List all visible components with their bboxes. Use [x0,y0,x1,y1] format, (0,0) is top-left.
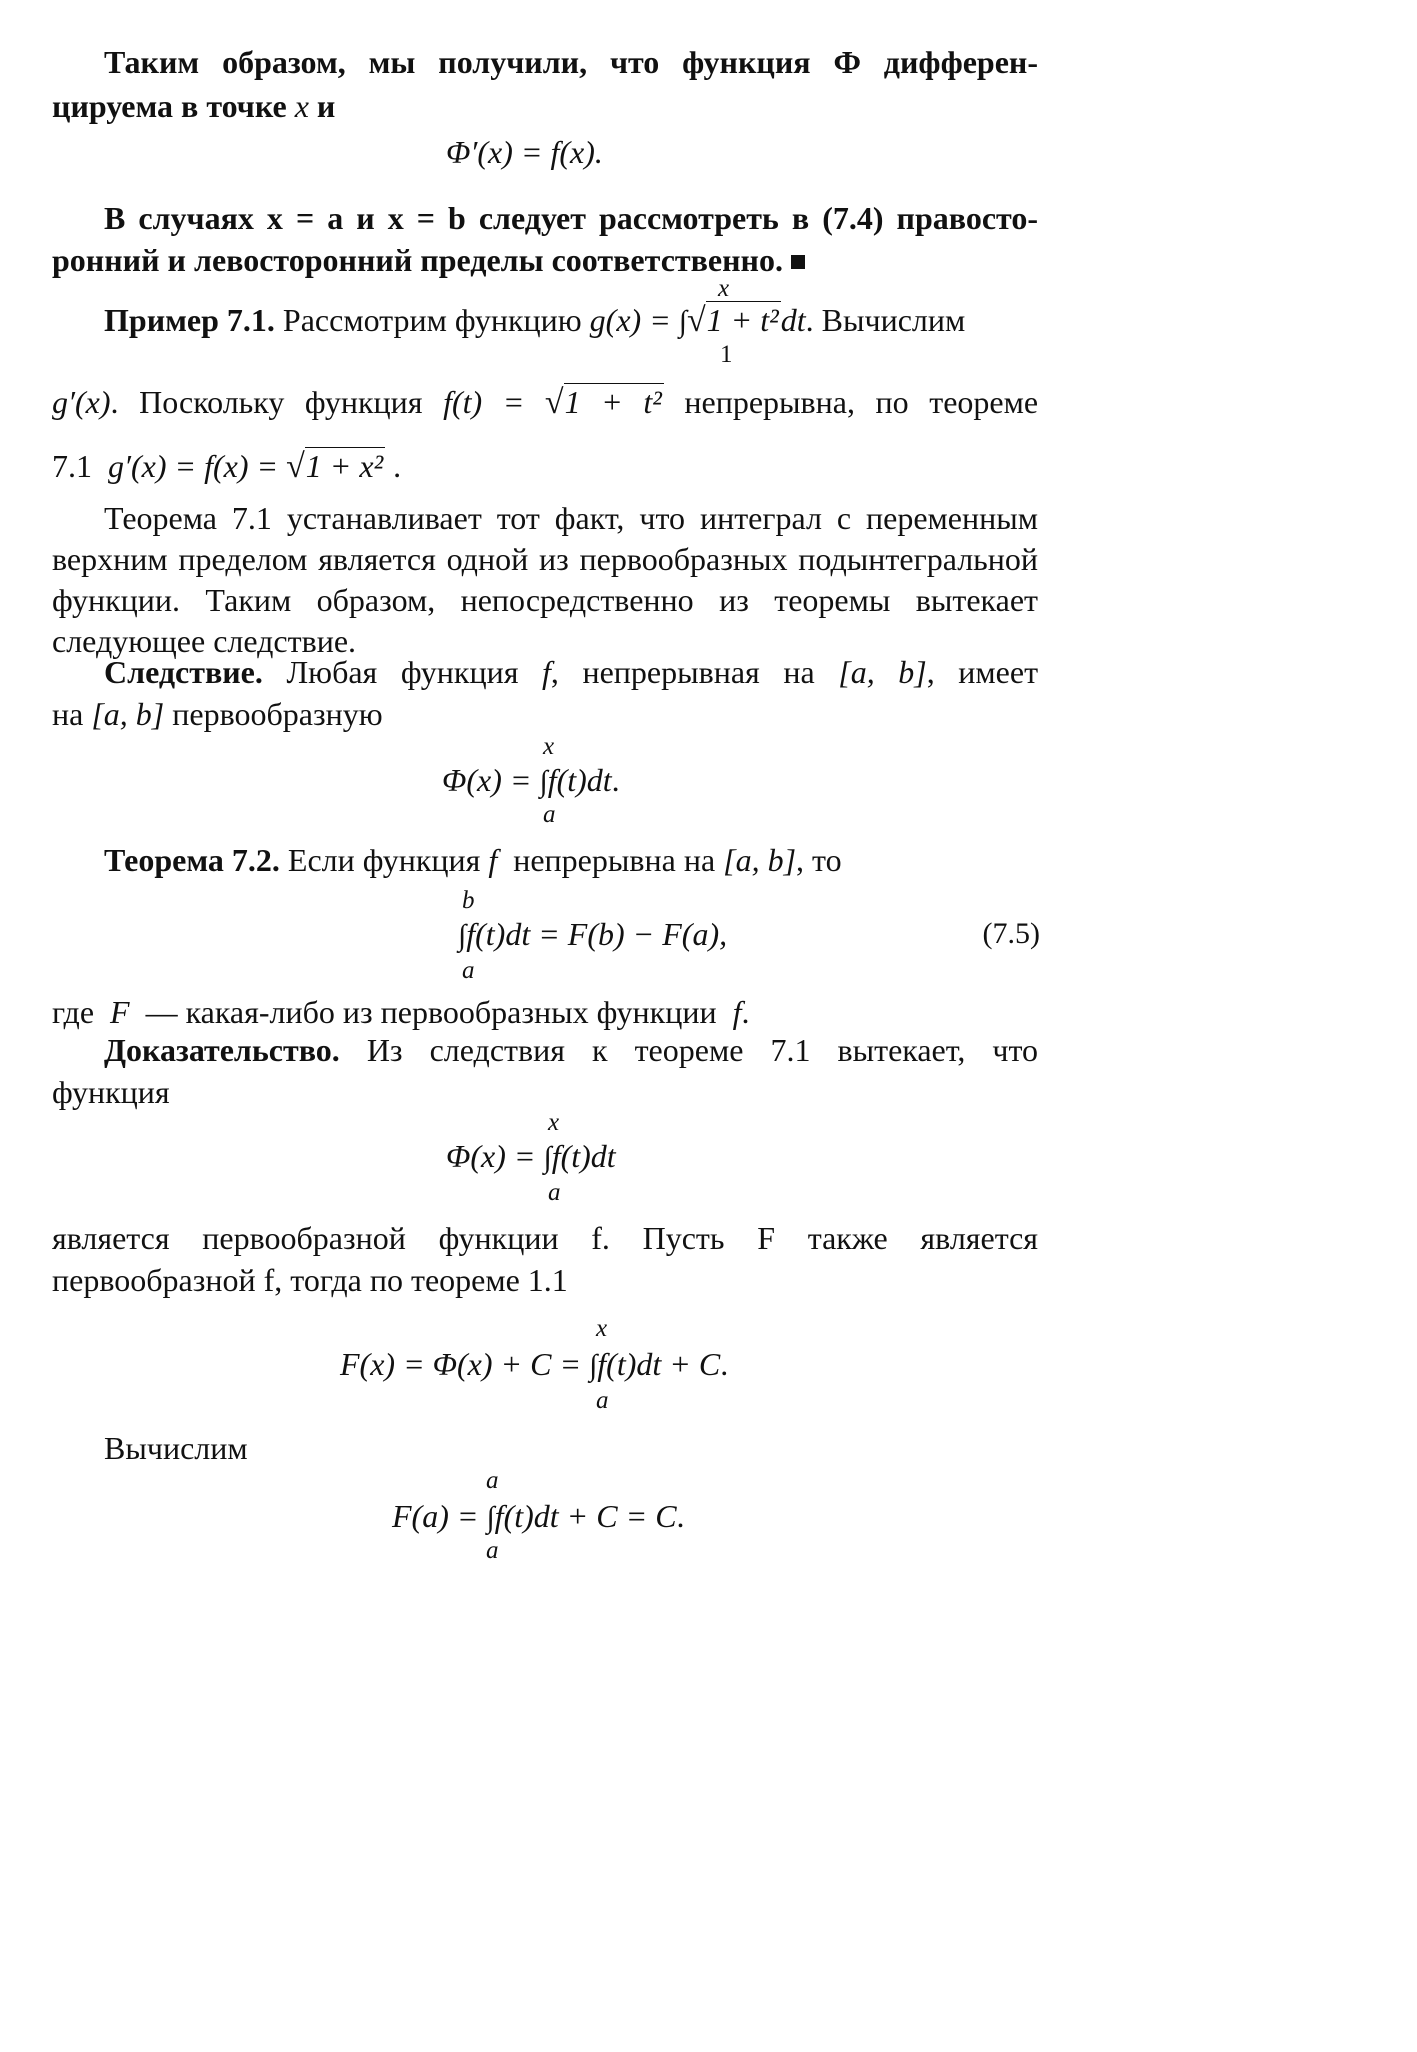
radicand-3: 1 + x² [305,448,384,484]
F-end: . [720,1346,729,1382]
example-text: Рассмотрим функцию [282,302,582,338]
upper-limit-3: b [462,887,475,914]
f-of-t: f(t) = [443,384,525,420]
upper-limit-2: x [543,733,555,760]
since-text: . Поскольку функция [110,384,423,420]
corollary-text-3: , имеет [926,654,1039,690]
proof-label: Доказательство. [104,1032,340,1068]
formula-phi [442,760,620,802]
interval-ab: [a, b] [723,842,797,878]
theorem-7-2-line [104,840,842,880]
paragraph-result-line [52,446,1038,487]
paragraph-cases-line2 [52,240,1038,281]
corollary-line1 [52,652,1038,693]
corollary-line2 [52,694,1038,735]
proof-text-2: функция [52,1074,170,1110]
corollary-text-2: , непрерывная на [550,654,815,690]
upper-limit-5: x [596,1315,608,1342]
formula-derivative-text: Φ′(x) = f(x). [446,134,603,170]
paragraph-conclusion-line2 [52,86,1038,127]
cases-text-2: ронний и левосторонний пределы соответственно. [52,242,783,278]
theorem-then: , то [796,842,842,878]
lower-limit-5: a [596,1387,609,1414]
Fa-lhs: F(a) = [392,1498,479,1534]
phi-end: . [611,762,620,798]
F-integrand: f(t)dt + C [597,1346,721,1382]
formula-F-a [392,1496,685,1538]
formula-derivative [446,132,603,172]
var-f: f [488,842,498,878]
lower-limit-2: a [543,801,556,828]
paragraph-theorem-note [52,498,1038,662]
result-lhs: g′(x) = f(x) = [108,448,279,484]
paragraph-compute [52,1428,1038,1469]
conclusion-text-2: цируема в точке [52,88,287,124]
compute-text: Вычислим [104,1430,248,1466]
theorem-text-2: непрерывна на [513,842,716,878]
equation-number: (7.5) [982,917,1040,950]
var-x: x [294,88,309,124]
formula-7-5 [458,914,727,956]
example-7-1-line [104,300,965,342]
g-of-x: g(x) = [589,302,671,338]
paragraph-where [52,992,1038,1033]
proof-line2 [52,1072,1038,1113]
lower-limit-1: 1 [720,341,733,368]
interval-ab: [a, b] [91,696,165,732]
corollary-antiderivative: первообразную [172,696,383,732]
qed-square-icon [791,255,805,269]
sqrt-icon: √ [687,302,706,339]
upper-limit-6: a [486,1467,499,1494]
var-F: F [110,994,130,1030]
lower-limit-3: a [462,957,475,984]
paragraph-antiderivative-line1 [52,1218,1038,1259]
integral-sign-icon: ∫ [589,1349,598,1382]
antiderivative-text-1: является первообразной функции f. Пусть F также является [52,1220,1038,1256]
integral-sign-icon: ∫ [678,305,687,338]
dt: dt [780,302,806,338]
upper-limit-1: x [718,275,730,302]
Fa-integrand: f(t)dt + C = C [494,1498,677,1534]
theorem-text: Если функция [287,842,481,878]
integral-sign-icon: ∫ [458,919,467,952]
example-label: Пример 7.1. [104,302,275,338]
theorem-note-text: Теорема 7.1 устанавливает тот факт, что интеграл с переменным верхним пределом является одной из первообразных подынтегральной функции. Таким образом, непосредственно из теоремы вытекает следующее следствие. [52,500,1038,659]
interval-ab: [a, b] [838,654,927,690]
paragraph-since-line [52,382,1038,423]
paragraph-antiderivative-line2 [52,1260,1038,1301]
phi-lhs: Φ(x) = [442,762,532,798]
Fa-end: . [676,1498,685,1534]
paragraph-conclusion-line1 [52,42,1038,83]
integral-sign-icon: ∫ [486,1501,495,1534]
formula-F-x [340,1344,728,1386]
paragraph-cases-line1 [52,198,1038,239]
radicand-2: 1 + t² [564,384,662,420]
proof-text-1: Из следствия к теореме 7.1 вытекает, что [366,1032,1039,1068]
corollary-text-1: Любая функция [286,654,519,690]
var-f: f [732,994,742,1030]
formula-phi-2 [446,1136,616,1178]
phi2-integrand: f(t)dt [551,1138,616,1174]
F-lhs: F(x) = Φ(x) + C = [340,1346,582,1382]
phi-integrand: f(t)dt [547,762,612,798]
word-and: и [316,88,336,124]
continuous-text: непрерывна, по теореме [684,384,1039,420]
conclusion-text: Таким образом, мы получили, что функция Ф дифферен- [104,44,1038,80]
sqrt-icon: √ [544,384,564,421]
newton-leibniz-rhs: = F(b) − F(a), [538,916,728,952]
example-after: . Вычислим [805,302,966,338]
antiderivative-text-2: первообразной f, тогда по теореме 1.1 [52,1262,568,1298]
radicand-1: 1 + t² [706,302,779,338]
sqrt-icon: √ [286,448,305,485]
result-end: . [393,448,402,484]
where-desc: — какая-либо из первообразных функции [145,994,717,1030]
phi2-lhs: Φ(x) = [446,1138,536,1174]
lower-limit-4: a [548,1179,561,1206]
theorem-ref: 7.1 [52,448,92,484]
corollary-on: на [52,696,84,732]
integral-sign-icon: ∫ [543,1141,552,1174]
corollary-label: Следствие. [104,654,263,690]
integral-sign-icon: ∫ [539,765,548,798]
upper-limit-4: x [548,1109,560,1136]
g-prime: g′(x) [52,384,111,420]
cases-text-1: В случаях x = a и x = b следует рассмотреть в (7.4) правосто- [104,200,1038,236]
where-end: . [741,994,750,1030]
theorem-label: Теорема 7.2. [104,842,280,878]
var-f: f [542,654,551,690]
proof-line1 [52,1030,1038,1071]
lower-limit-6: a [486,1537,499,1564]
where-text: где [52,994,95,1030]
newton-leibniz-integrand: f(t)dt [466,916,531,952]
